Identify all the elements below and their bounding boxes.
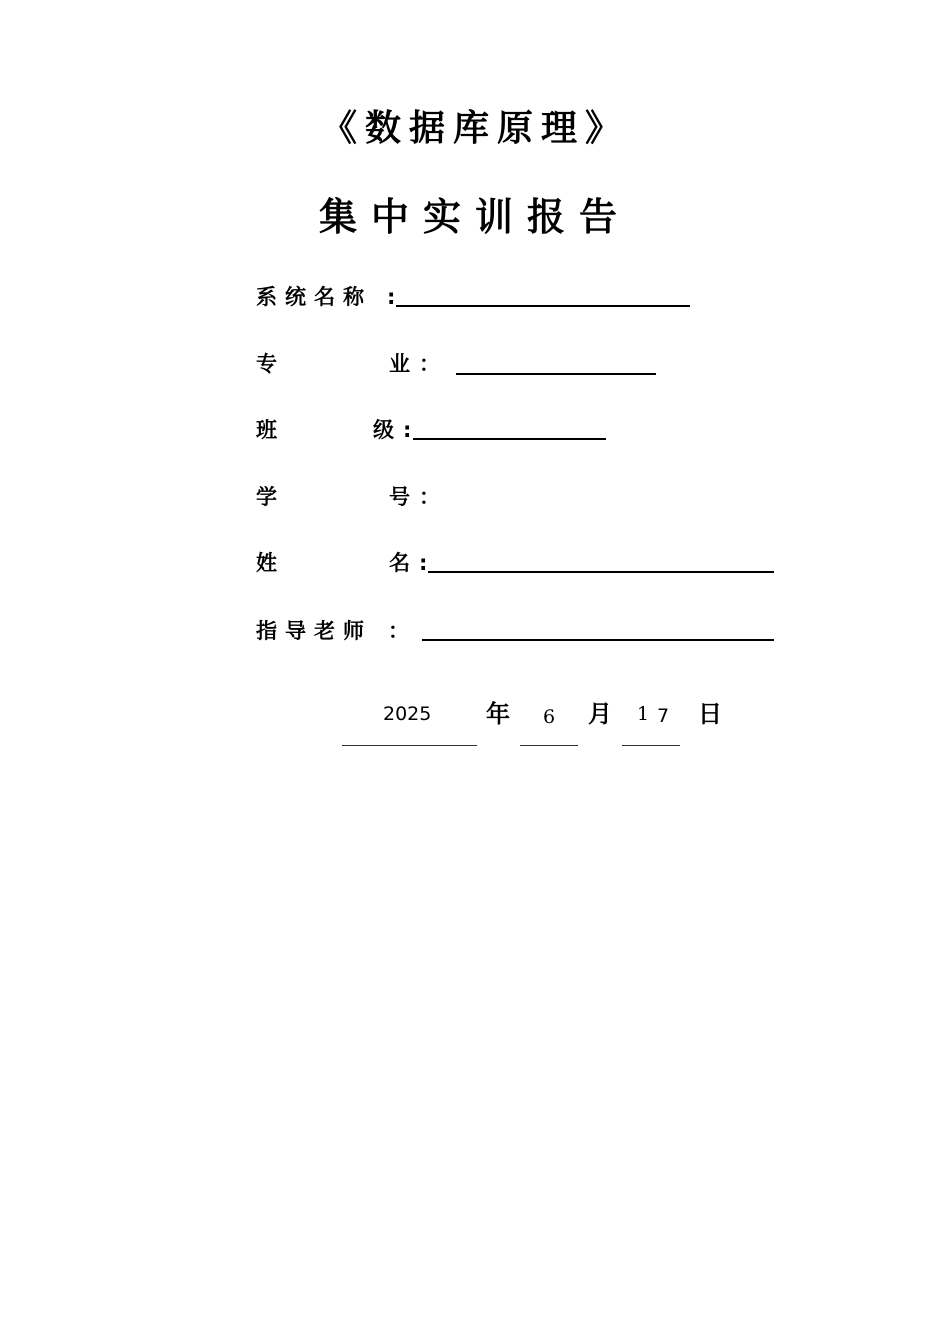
- class-field[interactable]: [413, 438, 606, 440]
- student-id-colon: ：: [419, 485, 440, 509]
- system-name-colon: :: [387, 285, 396, 309]
- class-label-left: 班: [256, 418, 277, 442]
- name-label-left: 姓: [256, 551, 277, 575]
- major-colon: ：: [419, 352, 440, 376]
- name-label-right: 名: [389, 551, 410, 575]
- system-name-label: 系统名称: [256, 285, 372, 309]
- date-day-underline: [622, 745, 680, 746]
- date-day-digit-1[interactable]: 1: [637, 703, 650, 725]
- student-id-label-right: 号: [389, 485, 410, 509]
- advisor-field[interactable]: [422, 639, 774, 641]
- date-day-unit: 日: [698, 700, 722, 728]
- date-month-underline: [520, 745, 578, 746]
- date-day-digit-2[interactable]: 7: [657, 705, 670, 727]
- major-label-right: 业: [389, 352, 410, 376]
- date-month[interactable]: 6: [543, 706, 556, 728]
- major-label-left: 专: [256, 352, 277, 376]
- date-year-underline: [342, 745, 477, 746]
- date-month-unit: 月: [588, 700, 612, 728]
- class-colon: :: [403, 418, 412, 442]
- major-field[interactable]: [456, 373, 656, 375]
- advisor-label: 指导老师: [256, 619, 372, 643]
- student-id-label-left: 学: [256, 485, 277, 509]
- class-label-right: 级: [373, 418, 394, 442]
- date-year[interactable]: 2025: [383, 703, 432, 725]
- report-title: 集中实训报告: [318, 194, 631, 239]
- name-field[interactable]: [428, 571, 774, 573]
- date-year-unit: 年: [486, 700, 510, 728]
- system-name-field[interactable]: [396, 305, 690, 307]
- name-colon: :: [419, 551, 428, 575]
- course-title: 《数据库原理》: [320, 107, 629, 149]
- advisor-colon: ：: [388, 619, 409, 643]
